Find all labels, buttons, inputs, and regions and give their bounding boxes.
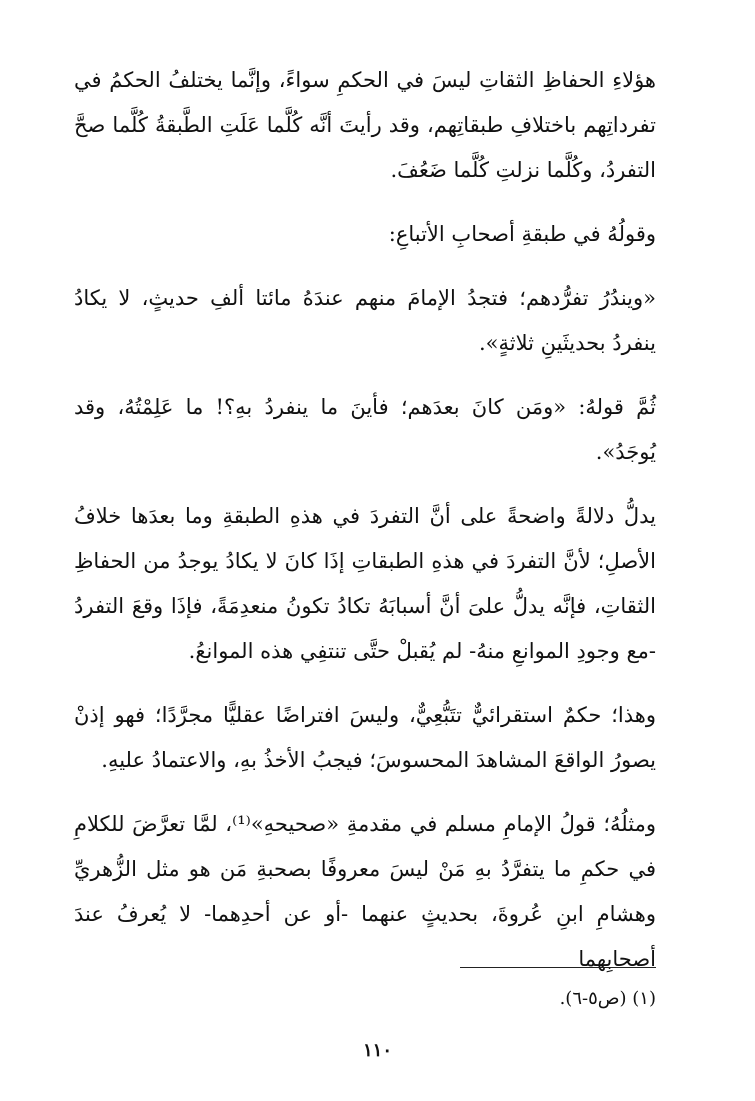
paragraph-2: وقولُهُ في طبقةِ أصحابِ الأتباعِ: xyxy=(388,222,656,246)
paragraph-6: وهذا؛ حكمٌ استقرائيٌّ تتَبُّعِيٌّ، وليسَ افتراضًا عقليًّا مجرَّدًا؛ فهو إذنْ يصورُ الواقعَ المشاهدَ المحسوسَ؛ فيجبُ الأخذُ بهِ، والاعتمادُ عليهِ. xyxy=(74,703,656,772)
page-number: ١١٠ xyxy=(362,1040,392,1061)
paragraph-7: ومثلُهُ؛ قولُ الإمامِ مسلم في مقدمةِ «صحيحهِ»⁽¹⁾، لمَّا تعرَّضَ للكلامِ في حكمِ ما يتفرَّدُ بهِ مَنْ ليسَ معروفًا بصحبةِ مَن هو مثل الزُّهريِّ وهشامِ ابنِ عُروةَ، بحديثٍ عنهما -أو عن أحدِهما- لا يُعرفُ عندَ أصحابِهما xyxy=(74,812,656,971)
paragraph-5: يدلُّ دلالةً واضحةً على أنَّ التفردَ في هذهِ الطبقةِ وما بعدَها خلافُ الأصلِ؛ لأنَّ التفردَ في هذهِ الطبقاتِ إذَا كانَ لا يكادُ يوجدُ من الحفاظِ الثقاتِ، فإنَّه يدلُّ علىَ أنَّ أسبابَهُ تكادُ تكونُ منعدِمَةً، فإذَا وقعَ التفردُ -مع وجودِ الموانعِ منهُ- لم يُقبلْ حتَّى تنتفِي هذه الموانعُ. xyxy=(74,504,656,663)
paragraph-4: ثُمَّ قولهُ: «ومَن كانَ بعدَهم؛ فأينَ ما ينفردُ بهِ؟! ما عَلِمْتُهُ، وقد يُوجَدُ». xyxy=(74,395,656,464)
paragraph-3: «ويندُرُ تفرُّدهم؛ فتجدُ الإمامَ منهم عندَهُ مائتا ألفِ حديثٍ، لا يكادُ ينفردُ بحديثَينِ ثلاثةٍ». xyxy=(74,286,656,355)
main-text xyxy=(74,58,656,1001)
footnote: (١) (ص٥-٦). xyxy=(559,988,656,1009)
paragraph-1: هؤلاءِ الحفاظِ الثقاتِ ليسَ في الحكمِ سواءً، وإنَّما يختلفُ الحكمُ في تفرداتِهم باختلافِ طبقاتِهم، وقد رأيتَ أنَّه كُلَّما عَلَتِ الطَّبقةُ كُلَّما صحَّ التفردُ، وكُلَّما نزلتِ كُلَّما ضَعُفَ. xyxy=(74,68,656,182)
footnote-divider xyxy=(460,967,656,968)
